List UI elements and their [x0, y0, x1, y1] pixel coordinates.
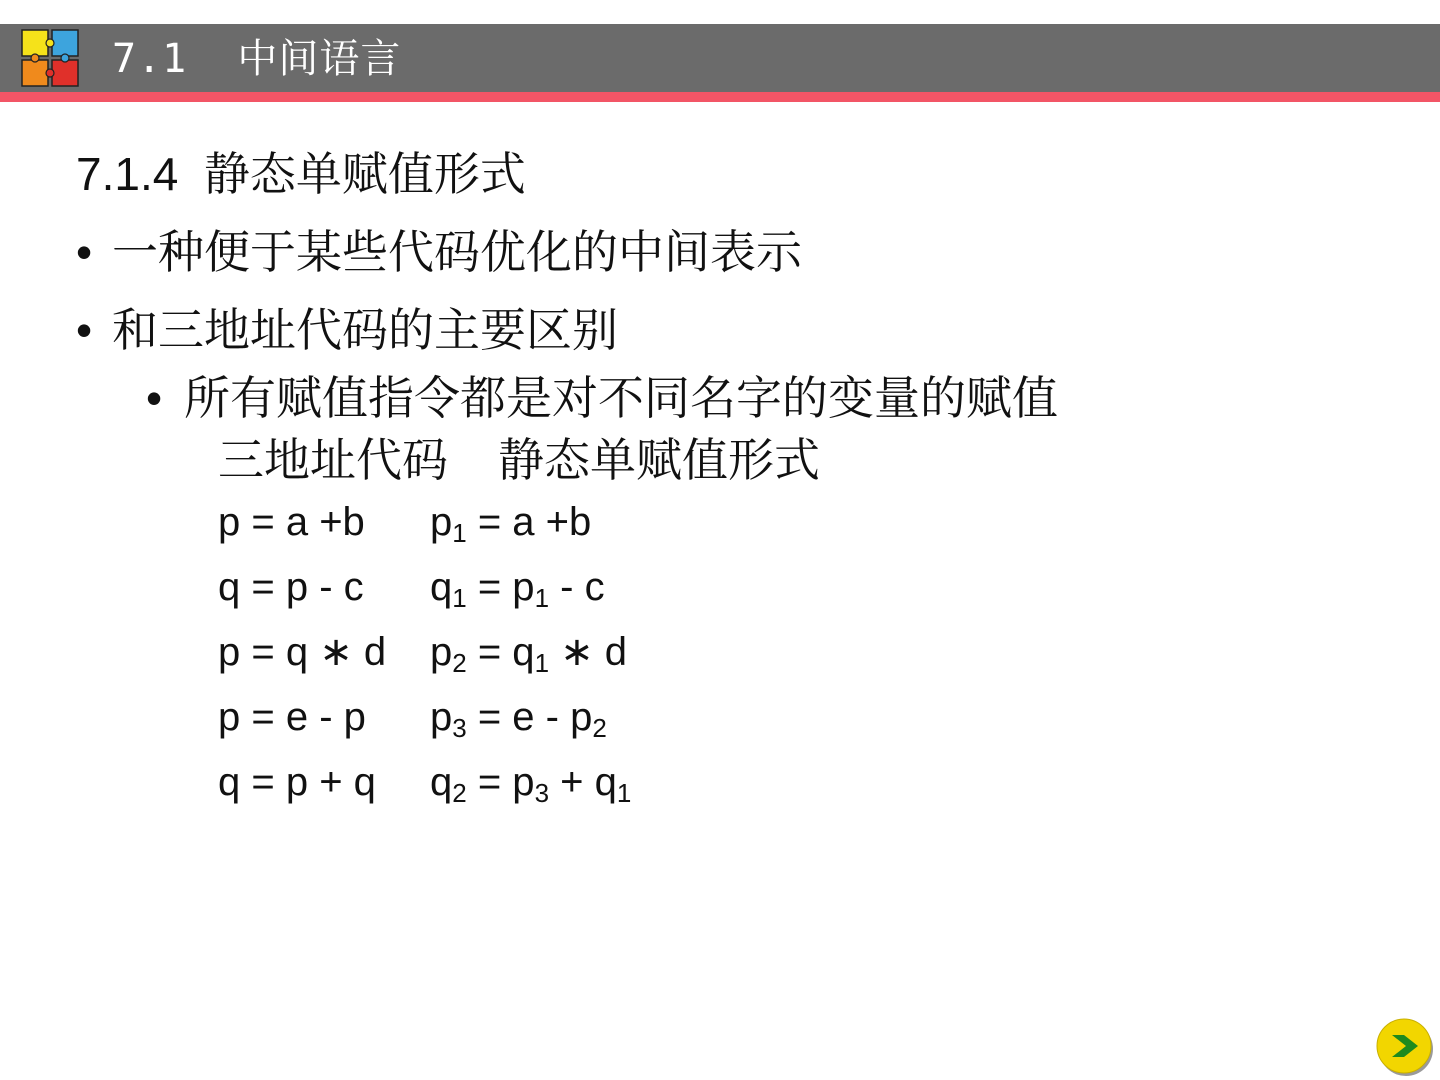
ssa-text: ∗ d: [549, 630, 628, 674]
bullet-item: [76, 302, 618, 358]
ssa-subscript: 2: [592, 713, 607, 743]
ssa-subscript: 2: [452, 778, 467, 808]
ssa-text: p: [430, 500, 453, 544]
sub-bullet-text: 所有赋值指令都是对不同名字的变量的赋值: [184, 372, 1058, 424]
next-slide-button[interactable]: [1374, 1016, 1434, 1076]
bullet-dot-icon: •: [146, 372, 163, 424]
ssa-text: = a +b: [466, 500, 592, 544]
ssa-subscript: 1: [452, 518, 467, 548]
bullet-text: 一种便于某些代码优化的中间表示: [112, 226, 802, 278]
ssa-text: - c: [549, 565, 605, 609]
ssa-text: = p: [466, 760, 535, 804]
sub-bullet-item: [146, 370, 1058, 426]
ssa-subscript: 1: [452, 583, 467, 613]
bullet-text: 和三地址代码的主要区别: [112, 304, 618, 356]
ssa-instruction: [430, 557, 605, 617]
ssa-instruction: [430, 687, 607, 747]
tac-instruction: q = p - c: [218, 565, 364, 609]
ssa-text: = e - p: [466, 695, 593, 739]
bullet-dot-icon: •: [76, 226, 93, 278]
ssa-subscript: 3: [452, 713, 467, 743]
tac-instruction: p = q ∗ d: [218, 630, 387, 674]
ssa-subscript: 3: [534, 778, 550, 808]
tac-instruction: p = e - p: [218, 695, 366, 739]
ssa-text: = q: [466, 630, 535, 674]
tac-instruction: q = p + q: [218, 760, 376, 804]
table-row: [0, 752, 1440, 812]
bullet-item: [76, 224, 802, 280]
table-row: [0, 622, 1440, 682]
ssa-text: q: [430, 760, 453, 804]
table-row: [0, 557, 1440, 617]
ssa-instruction: [430, 622, 627, 682]
ssa-subscript: 1: [534, 583, 550, 613]
header-accent-line: [0, 92, 1440, 102]
table-row: [0, 492, 1440, 552]
puzzle-logo-icon: [20, 28, 80, 88]
column-header-ssa: 静态单赋值形式: [498, 434, 820, 486]
bullet-dot-icon: •: [76, 304, 93, 356]
ssa-instruction: [430, 752, 631, 812]
ssa-text: = p: [466, 565, 535, 609]
ssa-text: q: [430, 565, 453, 609]
ssa-subscript: 1: [616, 778, 632, 808]
ssa-instruction: [430, 492, 591, 552]
tac-instruction: p = a +b: [218, 500, 365, 544]
page-title: 7.1 中间语言: [112, 36, 402, 82]
ssa-text: + q: [549, 760, 617, 804]
section-title: 7.1.4 静态单赋值形式: [76, 148, 526, 200]
column-header-tac: 三地址代码: [218, 434, 448, 486]
ssa-subscript: 2: [452, 648, 467, 678]
ssa-text: p: [430, 695, 453, 739]
ssa-subscript: 1: [534, 648, 550, 678]
table-row: [0, 687, 1440, 747]
ssa-text: p: [430, 630, 453, 674]
